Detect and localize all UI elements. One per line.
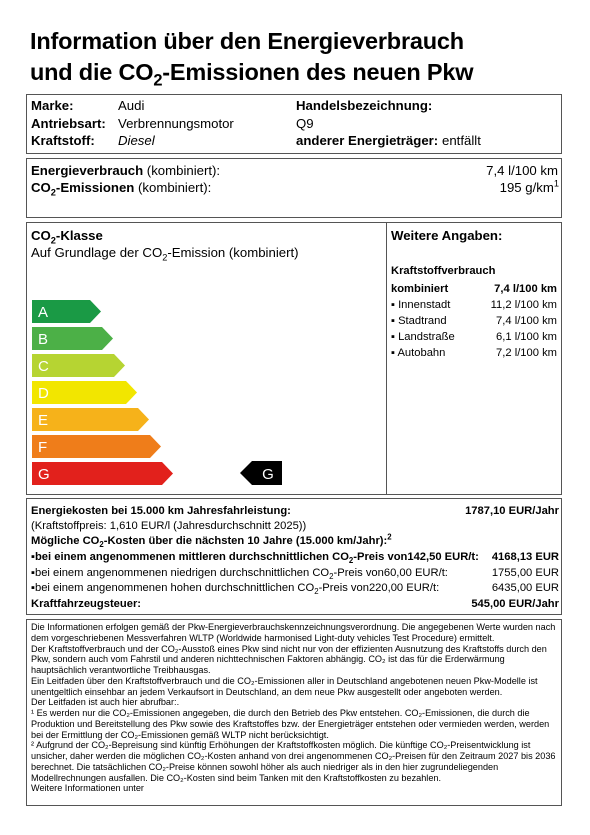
co2-kosten-pre: Mögliche CO — [31, 535, 100, 547]
co2-class-subtitle — [31, 245, 299, 261]
co2-class-letter: D — [38, 385, 49, 402]
bullet-icon: ▪ — [31, 551, 35, 563]
weitere-row-value: 7,2 l/100 km — [496, 347, 557, 359]
co2-kosten-sup: 2 — [387, 532, 392, 542]
weitere-row-label: ▪ Landstraße — [391, 331, 455, 343]
verbrauch-label-suffix: (kombiniert): — [143, 163, 221, 178]
marke-label: Marke: — [31, 98, 74, 113]
weitere-row-label: ▪ Innenstadt — [391, 299, 451, 311]
antrieb-label: Antriebsart: — [31, 116, 106, 131]
handel-label: Handelsbezeichnung: — [296, 98, 433, 113]
co2-kosten-heading — [31, 533, 392, 549]
co2-class-arrow-g — [32, 462, 173, 485]
kraftstoff-label: Kraftstoff: — [31, 133, 95, 148]
legal-p3: Ein Leitfaden über den Kraftstoffverbrauch und die CO₂-Emissionen aller in Deutschland angebotenen neuen Pkw-Modelle ist unentgeltlich einsehbar an jedem Verkaufsort in Deutschland, an dem neue Pkw ausgestellt oder angeboten werden. — [31, 675, 538, 697]
legal-text — [31, 622, 559, 794]
energiekosten-label: Energiekosten bei 15.000 km Jahresfahrleistung: — [31, 505, 291, 517]
co2-class-heading-sub: 2 — [50, 235, 56, 246]
verbrauch-label-bold: Energieverbrauch — [31, 163, 144, 178]
co2-class-arrow-c — [32, 354, 125, 377]
current-class-marker — [240, 461, 282, 490]
legal-p7: Weitere Informationen unter — [31, 783, 144, 794]
co2-kosten-sub: 2 — [99, 540, 104, 550]
row1-post: -Preis von142,50 EUR/t: — [353, 551, 479, 563]
kfz-steuer-value: 545,00 EUR/Jahr — [471, 598, 559, 610]
row3-post: -Preis von220,00 EUR/t: — [318, 582, 440, 594]
co2-class-subtitle-pre: Auf Grundlage der CO — [31, 245, 163, 260]
co2-class-arrow-b — [32, 327, 113, 350]
co2-value-sup: 1 — [553, 178, 559, 189]
co2-class-heading-post: -Klasse — [55, 228, 103, 243]
current-class-arrow-icon — [240, 461, 282, 485]
co2-label-suffix: (kombiniert): — [134, 180, 212, 195]
energietraeger-label: anderer Energieträger: — [296, 133, 439, 148]
co2-value — [500, 180, 559, 196]
co2-class-heading-pre: CO — [31, 228, 51, 243]
co2-kosten-post: -Kosten über die nächsten 10 Jahre (15.000 km/Jahr): — [103, 535, 388, 547]
row2-sub: 2 — [329, 572, 334, 582]
legal-p4: Der Leitfaden ist auch hier abrufbar:. — [31, 697, 180, 708]
legal-p2: Der Kraftstoffverbrauch und der CO₂-Ausstoß eines Pkw sind nicht nur von der effizienten Ausnutzung des Kraftstoffs durch den Pkw, sondern auch vom Fahrstil und anderen nichttechnischen Faktoren abhängig. CO₂ ist das für die Erderwärmung hauptsächlich verantwortliche Treibhausgas. — [31, 643, 547, 675]
row2-pre: bei einem angenommenen niedrigen durchschnittlichen CO — [34, 567, 330, 579]
row3-sub: 2 — [314, 587, 319, 597]
co2-class-letter: C — [38, 358, 49, 375]
row2-post: -Preis von60,00 EUR/t: — [333, 567, 448, 579]
co2-class-letter: F — [38, 439, 48, 456]
weitere-row-value: 7,4 l/100 km — [494, 283, 557, 295]
co2-class-arrow-f — [32, 435, 161, 458]
weitere-row-label: ▪ Stadtrand — [391, 315, 447, 327]
co2-cost-mittel-value: 4168,13 EUR — [491, 551, 559, 563]
kfz-steuer-label: Kraftfahrzeugsteuer: — [31, 598, 142, 610]
co2-cost-hoch-value: 6435,00 EUR — [491, 582, 559, 594]
co2-cost-niedrig-value: 1755,00 EUR — [491, 567, 559, 579]
co2-label-pre: CO — [31, 180, 51, 195]
row1-pre: bei einem angenommenen mittleren durchschnittlichen CO — [34, 551, 349, 563]
current-class-letter: G — [262, 466, 274, 483]
co2-class-arrow-e — [32, 408, 149, 431]
legal-p6: ² Aufgrund der CO₂-Bepreisung sind künftig Erhöhungen der Kraftstoffkosten möglich. Die künftige CO₂-Preisentwicklung ist unsicher, daher werden die möglichen CO₂-Kosten anhand von drei angenommenen CO₂-Preisen für den Zeitraum 2027 bis 2036 berechnet. Die tatsächlichen CO₂-Preise können sowohl höher als auch niedriger als in den hier zugrundeliegenden Modellrechnungen ausfallen. Die CO₂-Kosten sind beim Tanken mit den Kraftstoffkosten zu bezahlen. — [31, 740, 556, 783]
co2-class-subtitle-post: -Emission (kombiniert) — [167, 245, 299, 260]
co2-cost-row-niedrig — [31, 565, 448, 581]
energiekosten-value: 1787,10 EUR/Jahr — [465, 505, 559, 517]
row1-sub: 2 — [348, 556, 354, 566]
title-line-2-pre: und die CO — [30, 59, 154, 85]
co2-cost-row-hoch — [31, 580, 439, 596]
title-sub: 2 — [153, 71, 163, 90]
antrieb-value: Verbrennungsmotor — [118, 116, 234, 131]
bullet-icon: ▪ — [31, 567, 35, 579]
kraftstoff-value: Diesel — [118, 133, 155, 148]
co2-class-heading — [31, 228, 103, 244]
bullet-icon: ▪ — [31, 582, 35, 594]
vehicle-info-box — [26, 94, 562, 154]
energietraeger-value: entfällt — [442, 133, 481, 148]
weitere-row-value: 6,1 l/100 km — [496, 331, 557, 343]
weitere-heading: Weitere Angaben: — [391, 228, 503, 243]
title-line-2-post: -Emissionen des neuen Pkw — [162, 59, 474, 85]
handel-value: Q9 — [296, 116, 314, 131]
column-divider — [386, 222, 387, 495]
marke-value: Audi — [118, 98, 145, 113]
co2-class-subtitle-sub: 2 — [162, 252, 168, 263]
weitere-row-value: 11,2 l/100 km — [490, 299, 557, 311]
co2-label-sub: 2 — [50, 187, 56, 198]
co2-class-arrow-a — [32, 300, 101, 323]
page-title — [30, 26, 570, 88]
co2-class-letter: B — [38, 331, 49, 348]
weitere-row-value: 7,4 l/100 km — [496, 315, 557, 327]
co2-class-letter: A — [38, 304, 49, 321]
kraftstoffverbrauch-heading: Kraftstoffverbrauch — [391, 265, 496, 277]
verbrauch-label — [31, 163, 220, 179]
verbrauch-value: 7,4 l/100 km — [486, 163, 558, 178]
weitere-row-label: ▪ Autobahn — [391, 347, 446, 359]
co2-label-post: -Emissionen — [55, 180, 135, 195]
co2-class-letter: E — [38, 412, 49, 429]
legal-p1: Die Informationen erfolgen gemäß der Pkw-Energieverbrauchskennzeichnungsverordnung. Die angegebenen Werte wurden nach dem vorgeschriebenen Messverfahren WLTP (Worldwide harmonised Light-duty vehicles Test Procedure) ermittelt. — [31, 622, 556, 643]
co2-cost-row-mittel — [31, 549, 479, 565]
legal-p5: ¹ Es werden nur die CO₂-Emissionen angegeben, die durch den Betrieb des Pkw entstehen. CO₂-Emissionen, die durch die Produktion und Bereitstellung des Pkw sowie des Kraftstoffes bzw. der Energieträger entstehen oder vermieden werden, werden bei der Ermittlung der CO₂-Emissionen gemäß WLTP nicht berücksichtigt. — [31, 708, 550, 740]
weitere-row-label: kombiniert — [391, 283, 449, 295]
row3-pre: bei einem angenommenen hohen durchschnittlichen CO — [34, 582, 315, 594]
title-line-1: Information über den Energieverbrauch — [30, 28, 464, 54]
co2-class-letter: G — [38, 466, 50, 483]
co2-label — [31, 180, 211, 196]
co2-value-text: 195 g/km — [499, 180, 554, 195]
co2-class-arrow-d — [32, 381, 137, 404]
kraftstoffpreis-line: (Kraftstoffpreis: 1,610 EUR/l (Jahresdurchschnitt 2025)) — [31, 520, 307, 532]
title-line-2 — [30, 57, 570, 88]
